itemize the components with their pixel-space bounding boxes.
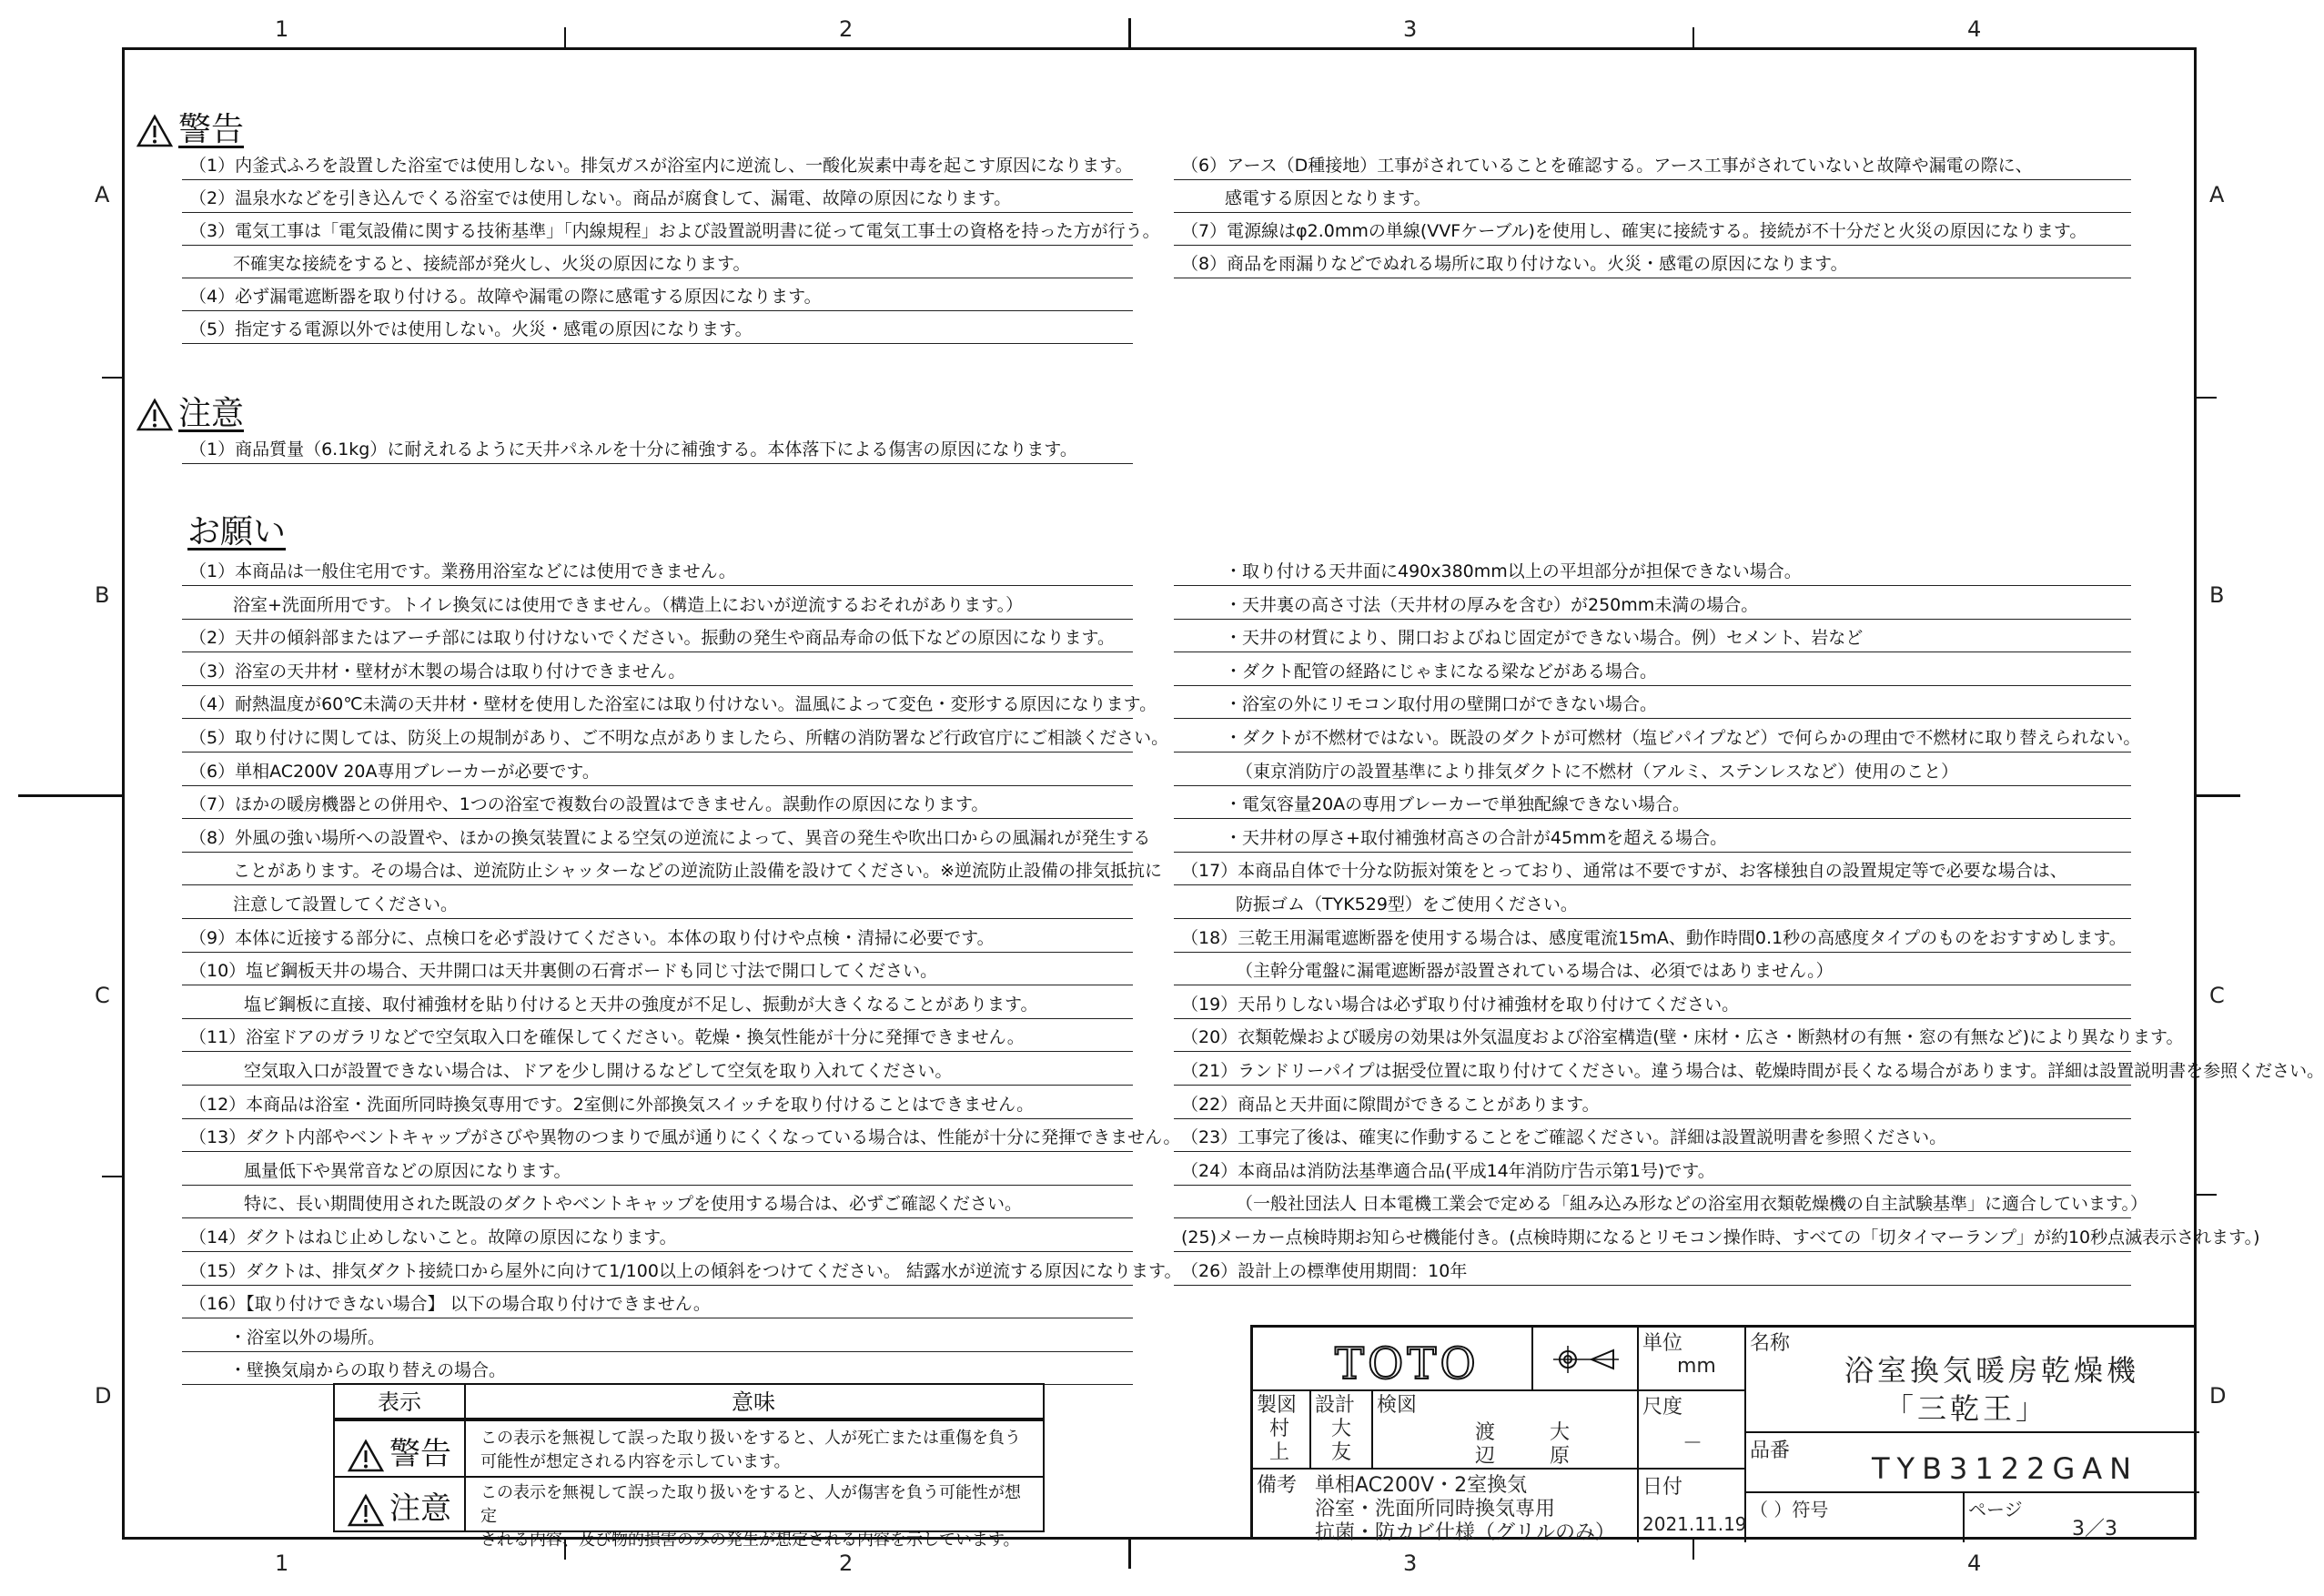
request-line-left: ・壁換気扇からの取り替えの場合。 [182,1352,1133,1385]
note-line-2: 浴室・洗面所同時換気専用 [1315,1498,1556,1520]
request-line-left: （12）本商品は浴室・洗面所同時換気専用です。2室側に外部換気スイッチを取り付けることはできません。 [182,1086,1133,1119]
grid-row-d-left: D [95,1383,112,1409]
warning-line: （4）必ず漏電遮断器を取り付ける。故障や漏電の際に感電する原因になります。 [182,278,1133,311]
frame-tick [1128,1538,1131,1569]
check-name-3: 辺 [1475,1445,1496,1468]
request-line-right: ・取り付ける天井面に490x380mm以上の平坦部分が担保できない場合。 [1174,553,2131,586]
legend-symbol-caution [335,1483,464,1528]
request-line-right: （17）本商品自体で十分な防振対策をとっており、通常は不要ですが、お客様独自の設置規定等で必要な場合は、 [1174,853,2131,885]
request-line-right: （18）三乾王用漏電遮断器を使用する場合は、感度電流15mA、動作時間0.1秒の高感度タイプのものをおすすめします。 [1174,920,2131,953]
grid-row-d-right: D [2209,1383,2227,1409]
tb-divider [1744,1491,2199,1493]
request-line-left: ことがあります。その場合は、逆流防止シャッターなどの逆流防止設備を設けてください。※逆流防止設備の排気抵抗に [182,853,1133,885]
request-line-right: （26）設計上の標準使用期間：10年 [1174,1253,2131,1286]
request-line-right: （東京消防庁の設置基準により排気ダクトに不燃材（アルミ、ステンレスなど）使用のこと） [1174,753,2131,786]
request-line-left: 注意して設置してください。 [182,886,1133,919]
request-line-left: （9）本体に近接する部分に、点検口を必ず設けてください。本体の取り付けや点検・清掃に必要です。 [182,920,1133,953]
partno-value: TYB3122GAN [1872,1451,2139,1486]
request-line-left: （5）取り付けに関しては、防災上の規制があり、ご不明な点がありましたら、所轄の消防署など行政官庁にご相談ください。 [182,720,1133,753]
request-line-right: (25)メーカー点検時期お知らせ機能付き。(点検時期になるとリモコン操作時、すべての「切タイマーランプ」が約10秒点滅表示されます。) [1174,1219,2131,1252]
page-value: 3／3 [2072,1518,2117,1540]
legend-desc-warning [480,1427,1026,1474]
request-line-left: 浴室+洗面所用です。トイレ換気には使用できません。（構造上においが逆流するおそれがあります。） [182,587,1133,620]
frame-tick [2195,397,2217,399]
legend-desc-line: 可能性が想定される内容を示しています。 [480,1452,791,1471]
request-line-left: （7）ほかの暖房機器との併用や、1つの浴室で複数台の設置はできません。誤動作の原因になります。 [182,786,1133,819]
grid-row-a-right: A [2209,182,2225,207]
request-line-left: （11）浴室ドアのガラリなどで空気取入口を確保してください。乾燥・換気性能が十分に発揮できません。 [182,1019,1133,1052]
check-name-2: 大 [1550,1421,1571,1444]
warning-line: （5）指定する電源以外では使用しない。火災・感電の原因になります。 [182,311,1133,344]
request-line-right: ・ダクト配管の経路にじゃまになる梁などがある場合。 [1174,653,2131,686]
caution-heading [136,388,244,434]
request-line-right: （主幹分電盤に漏電遮断器が設置されている場合は、必須ではありません。） [1174,953,2131,985]
symbol-label: （ ）符号 [1750,1499,1829,1520]
request-line-left: 空気取入口が設置できない場合は、ドアを少し開けるなどして空気を取り入れてください。 [182,1053,1133,1086]
request-line-left: 特に、長い期間使用された既設のダクトやベントキャップを使用する場合は、必ずご確認ください。 [182,1186,1133,1218]
request-line-left: （6）単相AC200V 20A専用ブレーカーが必要です。 [182,753,1133,786]
design-name-2: 友 [1331,1441,1352,1464]
frame-tick [2195,794,2240,797]
warning-triangle-icon [348,1439,384,1472]
request-line-left: （13）ダクト内部やベントキャップがさびや異物のつまりで風が通りにくくなっている場合は、性能が十分に発揮できません。 [182,1119,1133,1152]
warning-line: 不確実な接続をすると、接続部が発火し、火災の原因になります。 [182,246,1133,278]
warning-triangle-icon [348,1494,384,1527]
product-name: 浴室換気暖房乾燥機 [1844,1353,2140,1388]
grid-row-c-right: C [2209,983,2225,1008]
page-label: ページ [1968,1499,2023,1520]
frame-tick [2195,1194,2217,1196]
date-label: 日付 [1642,1476,1683,1499]
tb-divider [1963,1491,1965,1542]
request-line-right: ・天井裏の高さ寸法（天井材の厚みを含む）が250mm未満の場合。 [1174,587,2131,620]
request-line-left: （16）【取り付けできない場合】 以下の場合取り付けできません。 [182,1286,1133,1318]
request-line-right: ・ダクトが不燃材ではない。既設のダクトが可燃材（塩ビパイプなど）で何らかの理由で不燃材に取り替えられない。 [1174,720,2131,753]
legend-desc-line: この表示を無視して誤った取り扱いをすると、人が傷害を負う可能性が想定 [480,1483,1021,1526]
drawn-name-2: 上 [1269,1441,1290,1464]
request-line-left: （4）耐熱温度が60℃未満の天井材・壁材を使用した浴室には取り付けない。温風によって変色・変形する原因になります。 [182,686,1133,719]
legend-divider [464,1385,466,1530]
request-line-right: ・電気容量20Aの専用ブレーカーで単独配線できない場合。 [1174,786,2131,819]
request-line-left: （1）本商品は一般住宅用です。業務用浴室などには使用できません。 [182,553,1133,586]
drawn-name-1: 村 [1269,1418,1290,1440]
warning-line: （1）内釜式ふろを設置した浴室では使用しない。排気ガスが浴室内に逆流し、一酸化炭素中毒を起こす原因になります。 [182,147,1133,180]
legend-header-symbol: 表示 [335,1385,464,1419]
request-line-left: （2）天井の傾斜部またはアーチ部には取り付けないでください。振動の発生や商品寿命の低下などの原因になります。 [182,620,1133,652]
request-line-left: 風量低下や異常音などの原因になります。 [182,1153,1133,1186]
legend-desc-line: この表示を無視して誤った取り扱いをすると、人が死亡または重傷を負う [480,1429,1021,1448]
scale-value: － [1682,1432,1703,1455]
legend-desc-caution [480,1481,1026,1552]
frame-tick [102,1176,124,1177]
partno-label: 品番 [1750,1439,1791,1462]
tb-divider [1637,1328,1639,1542]
warning-heading [136,104,244,150]
frame-tick [102,377,124,379]
legend-desc-line: される内容、及び物的損害のみの発生が想定される内容を示しています。 [480,1530,1020,1550]
grid-row-b-right: B [2209,582,2225,608]
unit-value: mm [1677,1355,1716,1378]
grid-col-1-bottom: 1 [275,1551,289,1576]
request-line-right: ・天井の材質により、開口およびねじ固定ができない場合。例）セメント、岩など [1174,620,2131,652]
grid-row-a-left: A [95,182,110,207]
warning-title: 警告 [178,111,245,148]
request-line-right: 防振ゴム（TYK529型）をご使用ください。 [1174,886,2131,919]
frame-tick [564,27,566,49]
unit-label: 単位 [1642,1332,1683,1355]
frame-tick [1692,27,1694,49]
tb-divider [1637,1468,1744,1470]
product-subtitle: 「三乾王」 [1884,1391,2049,1426]
scale-label: 尺度 [1642,1396,1683,1419]
drawn-label: 製図 [1257,1394,1298,1417]
warning-line: 感電する原因となります。 [1174,180,2131,213]
request-line-right: （24）本商品は消防法基準適合品(平成14年消防庁告示第1号)です。 [1174,1153,2131,1186]
warning-line: （2）温泉水などを引き込んでくる浴室では使用しない。商品が腐食して、漏電、故障の原因になります。 [182,180,1133,213]
grid-col-4-top: 4 [1967,16,1982,42]
legend-table [333,1383,1045,1550]
request-line-left: （15）ダクトは、排気ダクト接続口から屋外に向けて1/100以上の傾斜をつけてください。 結露水が逆流する原因になります。 [182,1253,1133,1286]
grid-col-2-top: 2 [839,16,854,42]
toto-logo: TOTO [1335,1338,1480,1389]
request-line-right: （23）工事完了後は、確実に作動することをご確認ください。詳細は設置説明書を参照ください。 [1174,1119,2131,1152]
tb-divider [1744,1431,2199,1433]
warning-triangle-icon [136,399,173,431]
note-line-3: 抗菌・防カビ仕様（グリルのみ） [1315,1521,1616,1544]
request-line-right: （19）天吊りしない場合は必ず取り付け補強材を取り付けてください。 [1174,986,2131,1019]
grid-row-b-left: B [95,582,110,608]
tb-divider [1531,1328,1533,1389]
request-line-left: （8）外風の強い場所への設置や、ほかの換気装置による空気の逆流によって、異音の発生や吹出口からの風漏れが発生する [182,820,1133,853]
grid-col-3-top: 3 [1403,16,1418,42]
caution-title: 注意 [178,395,245,432]
projection-symbol-icon [1551,1344,1621,1375]
request-line-left: （3）浴室の天井材・壁材が木製の場合は取り付けできません。 [182,653,1133,686]
frame-tick [1128,18,1131,49]
note-line-1: 単相AC200V・2室換気 [1315,1474,1528,1497]
caution-line: （1）商品質量（6.1kg）に耐えれるように天井パネルを十分に補強する。本体落下による傷害の原因になります。 [182,431,1133,464]
tb-divider [1371,1389,1373,1468]
name-label: 名称 [1750,1332,1791,1355]
request-line-left: （10）塩ビ鋼板天井の場合、天井開口は天井裏側の石膏ボードも同じ寸法で開口してください。 [182,953,1133,985]
request-line-left: 塩ビ鋼板に直接、取付補強材を貼り付けると天井の強度が不足し、振動が大きくなることがあります。 [182,986,1133,1019]
check-label: 検図 [1377,1394,1418,1417]
request-line-left: （14）ダクトはねじ止めしないこと。故障の原因になります。 [182,1219,1133,1252]
design-label: 設計 [1315,1394,1356,1417]
title-block [1250,1325,2197,1544]
request-line-right: ・浴室の外にリモコン取付用の壁開口ができない場合。 [1174,686,2131,719]
design-name-1: 大 [1331,1418,1352,1440]
request-line-right: （21）ランドリーパイプは据受位置に取り付けてください。違う場合は、乾燥時間が長くなる場合があります。詳細は設置説明書を参照ください。 [1174,1053,2131,1086]
grid-col-1-top: 1 [275,16,289,42]
warning-triangle-icon [136,115,173,147]
warning-line: （7）電源線はφ2.0mmの単線(VVFケーブル)を使用し、確実に接続する。接続が不十分だと火災の原因になります。 [1174,213,2131,246]
check-name-1: 渡 [1475,1421,1496,1444]
date-value: 2021.11.19 [1642,1513,1747,1535]
legend-symbol-label: 注意 [389,1490,451,1527]
tb-divider [1744,1328,1746,1542]
grid-col-4-bottom: 4 [1967,1551,1982,1576]
request-line-right: （一般社団法人 日本電機工業会で定める「組み込み形などの浴室用衣類乾燥機の自主試験基準」に適合しています。） [1174,1186,2131,1218]
warning-line: （8）商品を雨漏りなどでぬれる場所に取り付けない。火災・感電の原因になります。 [1174,246,2131,278]
grid-col-2-bottom: 2 [839,1551,854,1576]
request-line-right: （20）衣類乾燥および暖房の効果は外気温度および浴室構造(壁・床材・広さ・断熱材の有無・窓の有無など)により異なります。 [1174,1019,2131,1052]
grid-col-3-bottom: 3 [1403,1551,1418,1576]
warning-line: （3）電気工事は「電気設備に関する技術基準」「内線規程」および設置説明書に従って電気工事士の資格を持った方が行う。 [182,213,1133,246]
legend-divider [335,1419,1043,1421]
legend-symbol-warning [335,1429,464,1473]
warning-line: （6）アース（D種接地）工事がされていることを確認する。アース工事がされていないと故障や漏電の際に、 [1174,147,2131,180]
legend-symbol-label: 警告 [389,1436,451,1472]
legend-divider [335,1476,1043,1478]
legend-header-meaning: 意味 [464,1385,1043,1419]
tb-divider [1309,1389,1311,1468]
notes-label: 備考 [1257,1474,1298,1497]
frame-tick [1692,1538,1694,1560]
request-line-right: （22）商品と天井面に隙間ができることがあります。 [1174,1086,2131,1119]
frame-tick [18,794,124,797]
grid-row-c-left: C [95,983,110,1008]
check-name-4: 原 [1550,1445,1571,1468]
request-title: お願い [187,513,287,551]
request-line-left: ・浴室以外の場所。 [182,1319,1133,1352]
request-line-right: ・天井材の厚さ+取付補強材高さの合計が45mmを超える場合。 [1174,820,2131,853]
